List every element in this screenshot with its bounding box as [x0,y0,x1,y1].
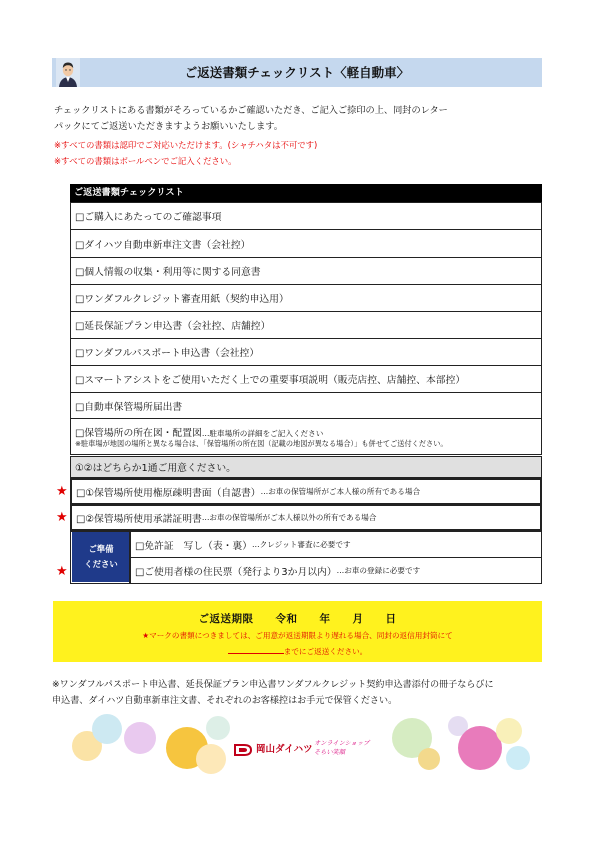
checklist-item[interactable] [70,366,542,393]
checklist-item-label: □ワンダフルクレジット審査用紙（契約申込用） [75,294,289,305]
prep-item-1-label: □免許証 写し（表・裏） [135,540,253,552]
checklist-item[interactable] [70,230,542,258]
prep-label-line-2: ください [84,559,118,569]
checklist-item-label: □個人情報の収集・利用等に関する同意書 [75,267,261,278]
decor-circle [496,718,522,744]
date-blank[interactable] [228,645,284,654]
decor-circle [206,716,230,740]
logo-name: 岡山ダイハツ [256,744,313,755]
checklist-item[interactable] [70,393,542,419]
deadline-title: ご返送期限 令和 年 月 日 [198,613,397,625]
logo-sub [314,739,369,757]
footer-note-line-1: ※ワンダフルパスポート申込書、延長保証プラン申込書ワンダフルクレジット契約申込書添付の冊子ならびに [52,680,494,690]
decor-circle [124,722,156,754]
choice-item-1-detail: …お車の保管場所がご本人様の所有である場合 [260,487,421,496]
decor-circle [418,748,440,770]
star-icon: ★ [56,484,68,499]
prep-label-line-1: ご準備 [88,544,114,554]
map-item-label: □保管場所の所在図・配置図 [75,427,202,439]
choice-item-1-label: □①保管場所使用権原疎明書面（自認書） [76,487,261,499]
decor-circle [196,744,226,774]
choice-item-2[interactable] [70,504,542,531]
intro-line-2: パックにてご返送いただきますようお願いいたします。 [54,121,283,132]
checklist-item-label: □ワンダフルパスポート申込書（会社控） [75,348,260,359]
checklist-item-label: □ダイハツ自動車新車注文書（会社控） [75,239,251,251]
checklist-item-map[interactable] [70,419,542,455]
decor-circle [92,714,122,744]
checklist-item[interactable] [70,312,542,339]
checklist-item[interactable] [70,339,542,366]
checklist-item-label: □スマートアシストをご使用いただく上での重要事項説明（販売店控、店舗控、本部控） [75,375,466,386]
page-title: ご返送書類チェックリスト〈軽自動車〉 [184,65,410,80]
prep-item-2-label: □ご使用者様の住民票（発行より3か月以内） [135,566,337,578]
star-icon: ★ [56,510,68,525]
prep-item-2-detail: …お車の登録に必要です [336,566,421,575]
deadline-note: ★マークの書類につきましては、ご用意が返送期限より遅れる場合、同封の返信用封筒にて [142,631,453,640]
deadline-note-2-text: までにご返送ください。 [283,647,368,656]
choice-item-2-detail: …お車の保管場所がご本人様以外の所有である場合 [201,513,377,522]
seal-note: ※すべての書類は認印でご対応いただけます。(シャチハタは不可です) [54,140,318,150]
footer-note-line-2: 申込書、ダイハツ自動車新車注文書、それぞれのお客様控はお手元で保管ください。 [52,696,398,706]
deadline-note-2 [53,645,542,657]
star-icon: ★ [56,564,68,579]
checklist-item-label: □ご購入にあたってのご確認事項 [75,212,222,223]
logo-sub-line-2: そらい笑顔 [314,749,345,756]
choice-header [70,456,542,478]
checklist-item[interactable] [70,202,542,230]
daihatsu-logo-icon [234,741,252,760]
choice-item-1[interactable] [70,478,542,505]
pen-note: ※すべての書類はボールペンでご記入ください。 [54,156,237,166]
map-item-detail: …駐車場所の詳細をご記入ください [201,428,324,438]
intro-line-1: チェックリストにある書類がそろっているかご確認いただき、ご記入ご捺印の上、同封のレター [54,105,448,116]
prep-item-1-detail: …クレジット審査に必要です [252,540,351,549]
footer-note [52,677,544,709]
prep-item-2[interactable] [130,558,542,584]
choice-item-2-label: □②保管場所使用承諾証明書 [76,513,202,525]
prep-item-1[interactable] [130,531,542,558]
checklist-item-label: □延長保証プラン申込書（会社控、店舗控） [75,321,271,332]
checklist-heading: ご返送書類チェックリスト [70,184,542,202]
intro-text [54,103,544,135]
decor-circle [506,746,530,770]
checklist-item[interactable] [70,285,542,312]
checklist-item-label: □自動車保管場所届出書 [75,401,183,413]
checklist-item[interactable] [70,258,542,285]
prep-label-frame [70,531,130,584]
choice-header-label: ①②はどちらか1通ご用意ください。 [75,463,236,474]
logo-sub-line-1: オンラインショップ [314,740,370,747]
map-item-sub-note: ※駐車場が地図の場所と異なる場合は、「保管場所の所在図（記載の地図が異なる場合）」も併せてご送付ください。 [75,438,448,448]
